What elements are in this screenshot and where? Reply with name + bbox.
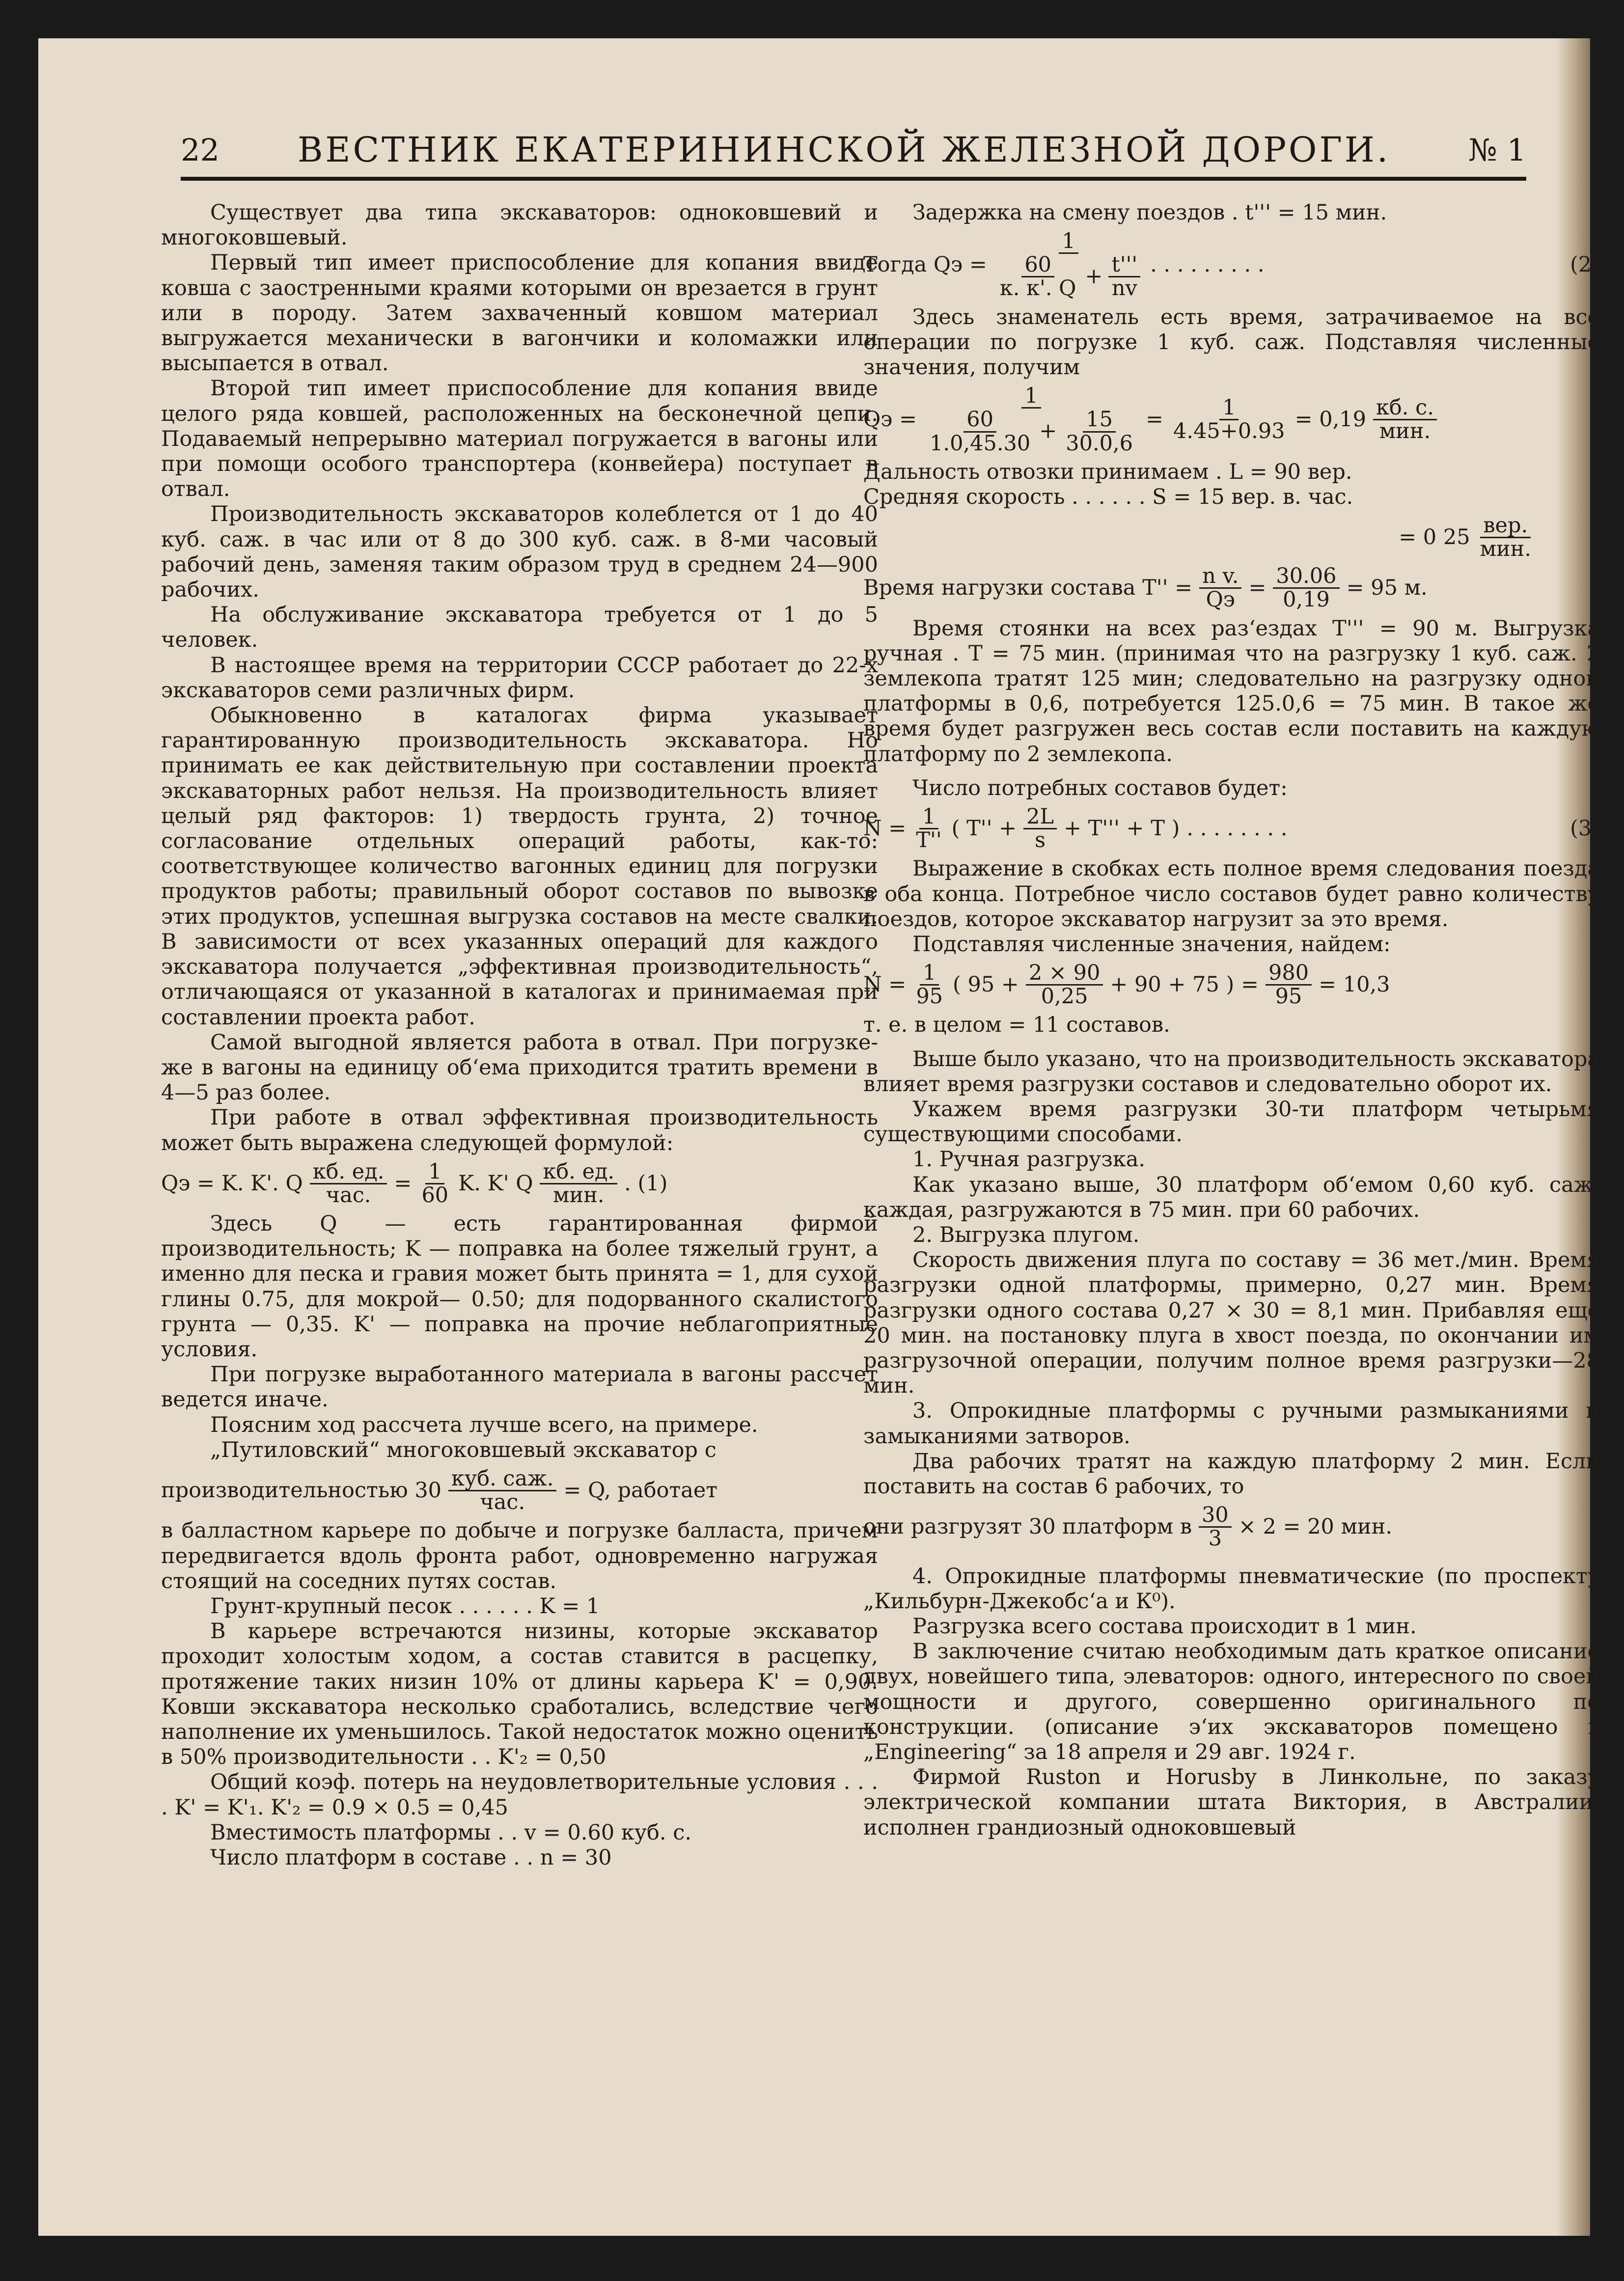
formula-term: Тогда Qэ = (863, 252, 987, 277)
formula-number: (2) (1570, 252, 1600, 277)
loading-time-formula (863, 565, 1600, 611)
numerator: 30 (1199, 1504, 1232, 1528)
formula-term: + (1039, 419, 1057, 444)
paragraph: Производительность экскаваторов колеблется от 1 до 40 куб. саж. в час или от 8 до 300 куб. саж. в 8-ми часовый рабочий день, заменяя таким образом труд в среднем 24—900 рабочих. (161, 502, 878, 603)
denominator: мин. (553, 1182, 605, 1208)
numerator: кб. ед. (540, 1161, 617, 1184)
paragraph: В карьере встречаются низины, которые экскаватор проходит холостым ходом, а состав ставится в расцепку, протяжение таких низин 10% от длины карьера K' = 0,90. Ковши экскаватора несколько сработались, вследствие чего наполнение их уменьшилось. Такой недостаток можно оценить в 50% производительности . . K'₂ = 0,50 (161, 1619, 878, 1770)
fraction (927, 409, 1033, 454)
formula-term: + (1085, 264, 1103, 289)
fraction (997, 254, 1079, 300)
formula-term: N = (863, 972, 907, 997)
formula-term: K. K' Q (458, 1171, 533, 1196)
numerator: 15 (1083, 409, 1116, 432)
numerator: 2L (1023, 806, 1057, 829)
page-number: 22 (181, 132, 220, 168)
section-heading: 4. Опрокидные платформы пневматические (по проспекту „Кильбурн-Джекобс‘а и К⁰). (863, 1564, 1600, 1614)
denominator: 4.45+0.93 (1173, 419, 1285, 444)
paragraph: Дальность отвозки принимаем . L = 90 вер. (863, 459, 1352, 484)
formula-term: Qэ = K. K'. Q (161, 1171, 303, 1196)
denominator: час. (326, 1182, 371, 1208)
paragraph: Разгрузка всего состава происходит в 1 мин. (912, 1614, 1417, 1639)
formula-term: = (1146, 407, 1164, 432)
denominator: Qэ (1206, 587, 1235, 612)
page (38, 38, 1600, 2236)
formula-term: они разгрузят 30 платформ в (863, 1514, 1192, 1539)
formula-term: ( T'' + (951, 816, 1017, 841)
paragraph: Общий коэф. потерь на неудовлетворительные условия . . . . K' = K'₁. K'₂ = 0.9 × 0.5 = 0,45 (161, 1770, 878, 1820)
paragraph: т. е. в целом = 11 составов. (863, 1013, 1170, 1038)
running-header (181, 123, 1526, 181)
paragraph: При работе в отвал эффективная производительность может быть выражена следующей формулой: (161, 1105, 878, 1155)
denominator: 1.0,45.30 (930, 431, 1031, 456)
denominator: s (1035, 828, 1046, 853)
formula-term: = 95 м. (1346, 576, 1428, 601)
formula-term: = (394, 1171, 412, 1196)
section-heading: 2. Выгрузка плугом. (912, 1223, 1140, 1248)
formula-term: ( 95 + (953, 972, 1019, 997)
denominator: час. (480, 1490, 525, 1515)
formula-term: + 90 + 75 ) = (1110, 972, 1259, 997)
paragraph: Фирмой Ruston и Horusby в Линкольне, по заказу электрической компании штата Виктория, в Австралии, исполнен грандиозный одноковшевый (863, 1765, 1600, 1840)
speed-conversion (863, 515, 1600, 560)
formula-term: N = (863, 816, 907, 841)
numerator: 980 (1266, 962, 1312, 986)
fraction (1026, 962, 1103, 1008)
paragraph: На обслуживание экскаватора требуется от 1 до 5 человек. (161, 603, 878, 653)
numerator: 60 (963, 409, 996, 432)
formula-term: × 2 = 20 мин. (1238, 1514, 1393, 1539)
paragraph: В настоящее время на территории СССР работает до 22-х экскаваторов семи различных фирм. (161, 653, 878, 703)
formula-dots: . . . . . . . . (1186, 816, 1288, 841)
paragraph: При погрузке выработанного материала в вагоны рассчет ведется иначе. (161, 1362, 878, 1412)
formula-term: Время нагрузки состава T'' = (863, 576, 1193, 601)
spacer (863, 1555, 1600, 1564)
paragraph: Здесь знаменатель есть время, затрачиваемое на все операции по погрузке 1 куб. саж. Подставляя численные значения, получим (863, 304, 1600, 380)
fraction (1199, 565, 1241, 611)
numerator: 1 (1219, 397, 1239, 420)
fraction (1373, 397, 1437, 442)
paragraph: Время стоянки на всех раз‘ездах T''' = 90 м. Выгрузка ручная . T = 75 мин. (принимая что на разгрузку 1 куб. саж. 2 землекопа тратят 125 мин; следовательно на разгрузку одной платформы в 0,6, потребуется 125.0,6 = 75 мин. В такое же время будет разгружен весь состав если поставить на каждую платформу по 2 землекопа. (863, 616, 1600, 767)
denominator: 60 (421, 1182, 449, 1208)
fraction (1063, 409, 1136, 454)
paragraph: Скорость движения плуга по составу = 36 мет./мин. Время разгрузки одной платформы, примерно, 0,27 мин. Время разгрузки одного состава 0,27 × 30 = 8,1 мин. Прибавляя еще 20 мин. на постановку плуга в хвост поезда, по окончании им разгрузочной операции, получим полное время разгрузки—28 мин. (863, 1248, 1600, 1399)
paragraph: Поясним ход рассчета лучше всего, на примере. (210, 1412, 758, 1437)
paragraph: Число платформ в составе . . n = 30 (210, 1845, 612, 1870)
numerator: 1 (425, 1161, 444, 1184)
paragraph: Самой выгодной является работа в отвал. При погрузке-же в вагоны на единицу об‘ема приходится тратить времени в 4—5 раз более. (161, 1030, 878, 1105)
fraction (913, 962, 946, 1008)
issue-number: № 1 (1468, 132, 1526, 168)
denominator: nv (1111, 276, 1137, 301)
fraction (1266, 962, 1312, 1008)
denominator (924, 409, 1139, 454)
numerator: n v. (1199, 565, 1241, 589)
fraction (418, 1161, 451, 1207)
formula-term: производительностью 30 (161, 1478, 442, 1503)
fraction (1477, 515, 1534, 560)
denominator: 95 (1275, 984, 1302, 1009)
formula-term: = 0 25 (1399, 525, 1470, 550)
numerator: 1 (1021, 385, 1041, 409)
paragraph: Грунт-крупный песок . . . . . . K = 1 (210, 1594, 600, 1619)
section-heading: 3. Опрокидные платформы с ручными размыканиями и замыканиями затворов. (863, 1399, 1600, 1449)
paragraph: Как указано выше, 30 платформ об‘емом 0,60 куб. саж. каждая, разгружаются в 75 мин. при 60 рабочих. (863, 1172, 1600, 1222)
paragraph: Задержка на смену поездов . t''' = 15 мин. (912, 200, 1387, 225)
denominator: 30.0,6 (1066, 431, 1133, 456)
journal-title: ВЕСТНИК ЕКАТЕРИНИНСКОЙ ЖЕЛЕЗНОЙ ДОРОГИ. (297, 130, 1391, 170)
formula-qe-value (863, 385, 1600, 454)
paragraph: Первый тип имеет приспособление для копания ввиде ковша с заостренными краями которыми он врезается в грунт или в породу. Затем захваченный ковшом материал выгружается механически в вагончики и коломажки или высыпается в отвал. (161, 250, 878, 376)
fraction (1023, 806, 1057, 852)
paragraph: Выражение в скобках есть полное время следования поезда в оба конца. Потребное число составов будет равно количеству поездов, которое экскаватор нагрузит за это время. (863, 856, 1600, 932)
paragraph: Обыкновенно в каталогах фирма указывает гарантированную производительность экскаватора. Но принимать ее как действительную при составлении проекта экскаваторных работ нельзя. На производительность влияет целый ряд факторов: 1) твердость грунта, 2) точное согласование отдельных операций работы, как-то: соответствующее количество вагонных единиц для погрузки продуктов работы; правильный оборот составов по вывозке этих продуктов, успешная выгрузка составов на месте свалки. В зависимости от всех указанных операций для каждого экскаватора получается „эффективная производительность“, отличающаяся от указанной в каталогах и принимаемая при составлении проекта работ. (161, 703, 878, 1030)
formula-1 (161, 1161, 878, 1207)
denominator: 95 (916, 984, 943, 1009)
denominator: 0,19 (1283, 587, 1330, 612)
section-heading: 1. Ручная разгрузка. (912, 1147, 1146, 1172)
fraction (924, 385, 1139, 454)
fraction (1273, 565, 1339, 611)
denominator: 0,25 (1041, 984, 1088, 1009)
right-column (863, 200, 1600, 1841)
paragraph: Укажем время разгрузки 30-ти платформ четырьмя существующими способами. (863, 1097, 1600, 1147)
numerator: 1 (919, 806, 938, 829)
numerator: куб. саж. (448, 1468, 556, 1491)
numerator: 1 (1059, 230, 1078, 254)
fraction (994, 230, 1143, 300)
fraction (448, 1468, 556, 1513)
denominator: 3 (1208, 1526, 1222, 1551)
numerator: кб. с. (1373, 397, 1437, 420)
paragraph: „Путиловский“ многоковшевый экскаватор с (210, 1437, 716, 1462)
formula-term: = 0,19 (1294, 407, 1367, 432)
spacer (863, 1038, 1600, 1047)
numerator: 2 × 90 (1026, 962, 1103, 986)
denominator: к. к'. Q (999, 276, 1076, 301)
paragraph: Второй тип имеет приспособление для копания ввиде целого ряда ковшей, расположенных на бесконечной цепи. Подаваемый непрерывно материал погружается в вагоны или при помощи особого транспортера (конвейера) поступает в отвал. (161, 376, 878, 502)
denominator: мин. (1480, 537, 1531, 562)
fraction (1199, 1504, 1232, 1550)
denominator: T'' (916, 828, 942, 853)
paragraph: Два рабочих тратят на каждую платформу 2 мин. Если поставить на состав 6 рабочих, то (863, 1449, 1600, 1499)
formula-term: = Q, работает (563, 1478, 718, 1503)
paragraph: Здесь Q — есть гарантированная фирмой производительность; K — поправка на более тяжелый грунт, а именно для песка и гравия может быть принята = 1, для сухой глины 0.75, для мокрой— 0.50; для подорванного скалистого грунта — 0,35. K' — поправка на прочие неблагоприятные условия. (161, 1211, 878, 1362)
paragraph: Вместимость платформы . . v = 0.60 куб. с. (210, 1820, 692, 1845)
unloading-formula (863, 1504, 1600, 1550)
paragraph: Существует два типа экскаваторов: одноковшевий и многоковшевый. (161, 200, 878, 250)
denominator (994, 254, 1143, 300)
fraction (310, 1161, 387, 1207)
numerator: 30.06 (1273, 565, 1339, 589)
paragraph: в балластном карьере по добыче и погрузке балласта, причем передвигается вдоль фронта работ, одновременно нагружая стоящий на соседних путях состав. (161, 1518, 878, 1594)
left-column (161, 200, 878, 1870)
fraction (1170, 397, 1288, 442)
formula-2 (863, 230, 1600, 300)
formula-number: (3) (1570, 816, 1600, 841)
fraction (540, 1161, 617, 1207)
formula-number: . (1) (624, 1171, 668, 1196)
paragraph: Выше было указано, что на производительность экскаватора влияет время разгрузки составов и следовательно оборот их. (863, 1046, 1600, 1097)
formula-3 (863, 806, 1600, 852)
spacer (863, 767, 1600, 776)
formula-term: Qэ = (863, 407, 917, 432)
fraction (1108, 254, 1140, 300)
denominator: мин. (1379, 419, 1431, 444)
numerator: 60 (1021, 254, 1054, 277)
paragraph: Подставляя численные значения, найдем: (912, 932, 1391, 957)
formula-term: = 10,3 (1319, 972, 1390, 997)
numerator: 1 (920, 962, 939, 986)
production-formula (161, 1468, 878, 1513)
fraction (913, 806, 944, 852)
formula-term: = (1248, 576, 1266, 601)
numerator: вер. (1480, 515, 1531, 538)
formula-term: + T''' + T ) (1064, 816, 1180, 841)
paragraph: В заключение считаю необходимым дать краткое описание двух, новейшего типа, элеваторов: одного, интересного по своей мощности и другого, совершенно оригинального по конструкции. (описание э‘их экскаваторов помещено в „Engineering“ за 18 апреля и 29 авг. 1924 г. (863, 1639, 1600, 1764)
numerator: t''' (1108, 254, 1140, 277)
formula-n-value (863, 962, 1600, 1008)
paragraph: Средняя скорость . . . . . . S = 15 вер. в. час. (863, 484, 1353, 509)
formula-dots: . . . . . . . . . (1150, 252, 1265, 277)
paragraph: Число потребных составов будет: (912, 775, 1288, 800)
numerator: кб. ед. (310, 1161, 387, 1184)
